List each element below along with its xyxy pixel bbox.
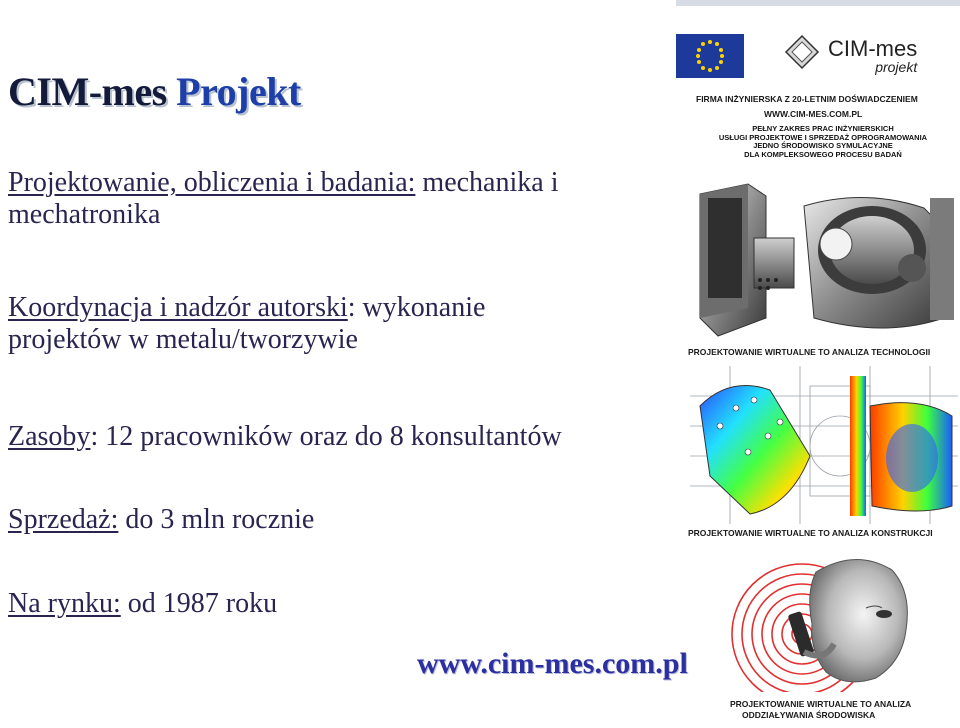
coordination-text: : wykonanie: [347, 292, 486, 323]
logo-subtitle: projekt: [875, 59, 918, 75]
caption-environment-2: ODDZIAŁYWANIA ŚRODOWISKA: [742, 710, 876, 720]
design-label: Projektowanie, obliczenia i badania:: [8, 167, 416, 198]
bullet-sales: [8, 504, 314, 536]
service-item: JEDNO ŚRODOWISKO SYMULACYJNE: [753, 141, 893, 150]
slide-title: [8, 68, 301, 115]
bullet-resources: [8, 421, 562, 453]
title-project: Projekt: [176, 69, 301, 114]
sales-text: do 3 mln rocznie: [118, 504, 315, 535]
service-item: DLA KOMPLEKSOWEGO PROCESU BADAŃ: [744, 149, 902, 159]
logo-name: CIM-mes: [828, 36, 918, 61]
radiation-head-image: [706, 552, 936, 692]
caption-technology: PROJEKTOWANIE WIRTUALNE TO ANALIZA TECHNOLOGII: [688, 347, 931, 357]
cim-mes-logo-icon: [784, 34, 820, 70]
resources-text: : 12 pracowników oraz do 8 konsultantów: [90, 421, 562, 452]
firm-caption: FIRMA INŻYNIERSKA Z 20-LETNIM DOŚWIADCZENIEM: [696, 94, 918, 104]
resources-label: Zasoby: [8, 421, 91, 452]
website-link[interactable]: www.cim-mes.com.pl: [417, 647, 688, 680]
logo-text: [828, 38, 917, 74]
design-text: mechanika i: [415, 167, 559, 198]
bullet-coordination: [8, 292, 485, 356]
bullet-market: [8, 588, 277, 620]
www-caption: WWW.CIM-MES.COM.PL: [764, 109, 863, 119]
coordination-label: Koordynacja i nadzór autorski: [8, 292, 348, 323]
coordination-text-cont: projektów w metalu/tworzywie: [8, 324, 358, 355]
market-label: Na rynku:: [8, 588, 121, 619]
caption-environment-1: PROJEKTOWANIE WIRTUALNE TO ANALIZA: [730, 699, 912, 709]
market-text: od 1987 roku: [120, 588, 278, 619]
top-band: [676, 0, 960, 6]
fem-analysis-image: [690, 366, 958, 524]
title-company: CIM-mes: [8, 69, 167, 114]
caption-construction: PROJEKTOWANIE WIRTUALNE TO ANALIZA KONSTRUKCJI: [688, 528, 933, 538]
bullet-design: [8, 167, 558, 231]
services-list: [718, 125, 928, 159]
service-item: USŁUGI PROJEKTOWE I SPRZEDAŻ OPROGRAMOWANIA: [718, 132, 928, 142]
mechanical-parts-image: [694, 168, 956, 344]
design-text-cont: mechatronika: [8, 199, 161, 230]
eu-flag-icon: [676, 34, 744, 78]
sidebar-banner: [676, 0, 960, 728]
sales-label: Sprzedaż:: [8, 504, 119, 535]
service-item: PEŁNY ZAKRES PRAC INŻYNIERSKICH: [752, 124, 894, 133]
